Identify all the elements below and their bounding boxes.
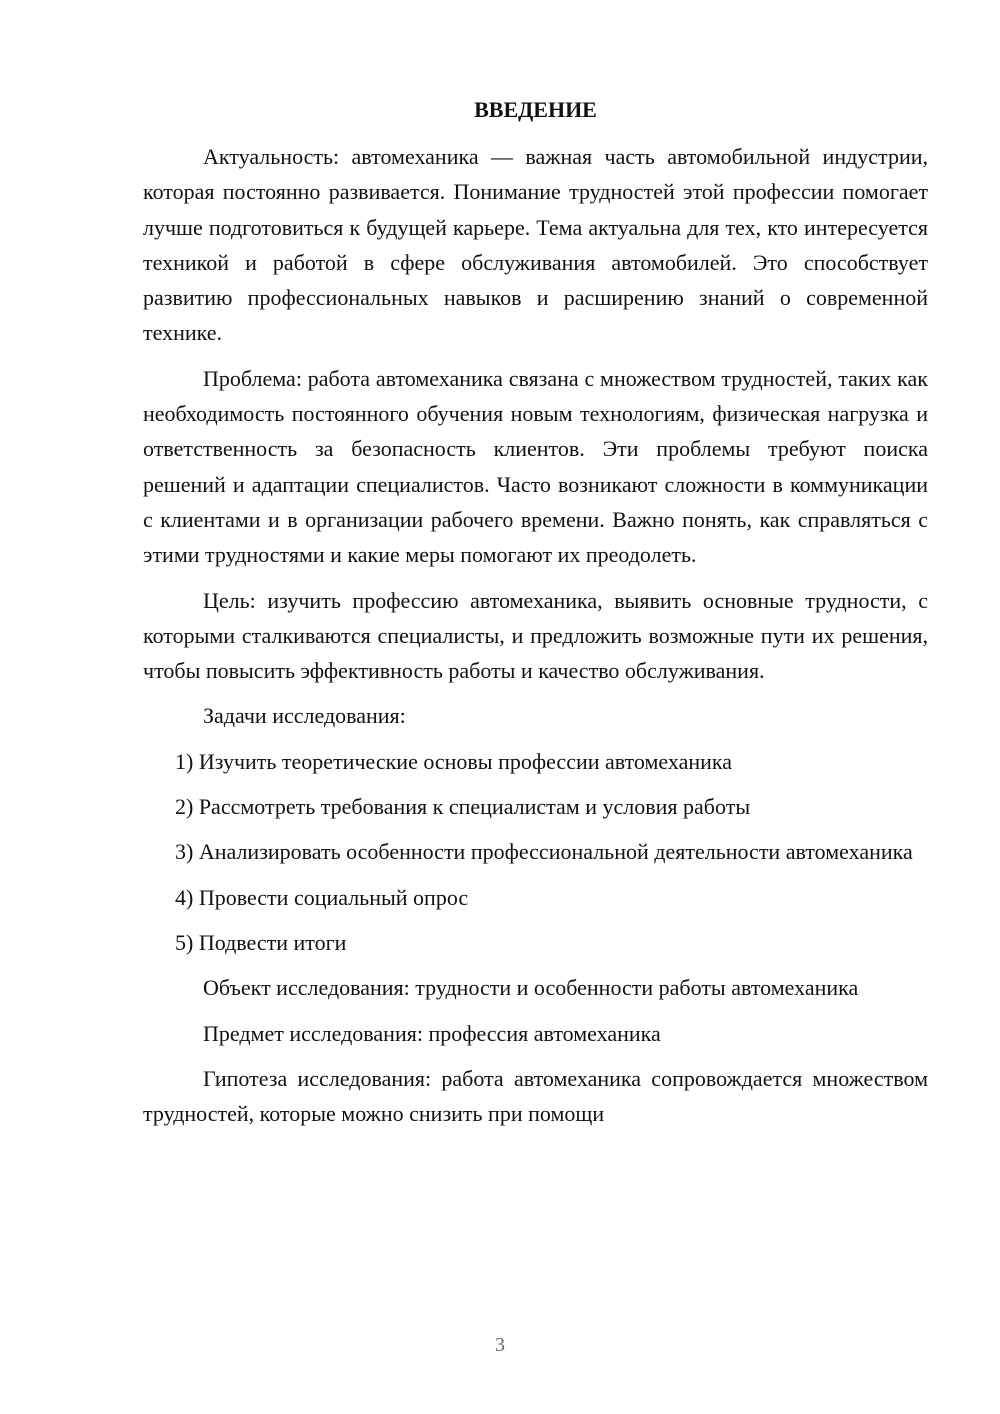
paragraph-goal: Цель: изучить профессию автомеханика, выявить основные трудности, с которыми сталкиваются специалисты, и предложить возможные пути их решения, чтобы повысить эффективность работы и качество обслуживания.: [143, 587, 928, 684]
page-number: 3: [495, 1334, 505, 1356]
document-page: [143, 92, 928, 1131]
task-item-3: 3) Анализировать особенности профессиональной деятельности автомеханика: [175, 839, 913, 865]
task-item-2: 2) Рассмотреть требования к специалистам и условия работы: [175, 794, 751, 820]
paragraph-relevance: Актуальность: автомеханика — важная часть автомобильной индустрии, которая постоянно развивается. Понимание трудностей этой профессии помогает лучше подготовиться к будущей карьере. Тема актуальна для тех, кто интересуется техникой и работой в сфере обслуживания автомобилей. Это способствует развитию профессиональных навыков и расширению знаний о современной технике.: [143, 144, 928, 346]
research-object: Объект исследования: трудности и особенности работы автомеханика: [203, 975, 859, 1001]
research-hypothesis: Гипотеза исследования: работа автомеханика сопровождается множеством трудностей, которые можно снизить при помощи: [143, 1065, 928, 1127]
task-item-1: 1) Изучить теоретические основы профессии автомеханика: [175, 748, 733, 774]
task-item-5: 5) Подвести итоги: [175, 929, 347, 955]
page-title: ВВЕДЕНИЕ: [474, 97, 597, 122]
research-subject: Предмет исследования: профессия автомеханика: [203, 1020, 661, 1046]
task-item-4: 4) Провести социальный опрос: [175, 884, 469, 910]
paragraph-problem: Проблема: работа автомеханика связана с множеством трудностей, таких как необходимость постоянного обучения новым технологиям, физическая нагрузка и ответственность за безопасность клиентов. Эти проблемы требуют поиска решений и адаптации специалистов. Часто возникают сложности в коммуникации с клиентами и в организации рабочего времени. Важно понять, как справляться с этими трудностями и какие меры помогают их преодолеть.: [143, 365, 928, 568]
tasks-heading: Задачи исследования:: [203, 703, 406, 729]
